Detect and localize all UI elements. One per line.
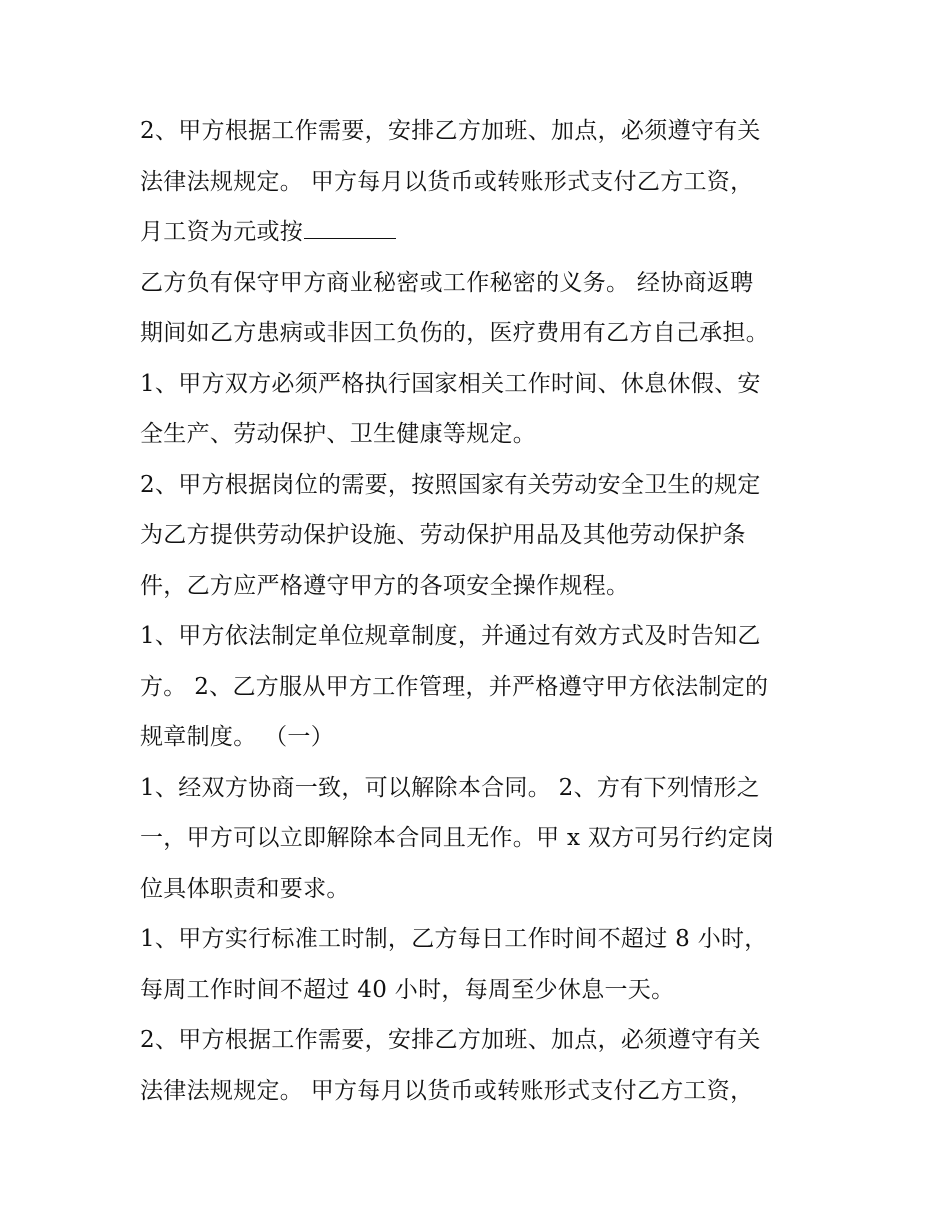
text-line: 规章制度。 （一） bbox=[140, 724, 335, 750]
text-line: 乙方负有保守甲方商业秘密或工作秘密的义务。 经协商返聘 bbox=[140, 269, 754, 296]
text-line: 期间如乙方患病或非因工负伤的，医疗费用有乙方自己承担。 bbox=[140, 320, 770, 346]
text-line: 法律法规规定。 甲方每月以货币或转账形式支付乙方工资， bbox=[140, 1077, 754, 1104]
text-line: 2、甲方根据岗位的需要，按照国家有关劳动安全卫生的规定 bbox=[140, 471, 761, 498]
text-line: 每周工作时间不超过 40 小时，每周至少休息一天。 bbox=[140, 976, 675, 1003]
text-line: 一，甲方可以立即解除本合同且无作。甲 x 双方可另行约定岗 bbox=[140, 825, 775, 851]
text-line: 件，乙方应严格遵守甲方的各项安全操作规程。 bbox=[140, 572, 630, 599]
text-line: 1、甲方实行标准工时制，乙方每日工作时间不超过 8 小时， bbox=[140, 926, 768, 952]
text-line: 法律法规规定。 甲方每月以货币或转账形式支付乙方工资， bbox=[140, 168, 754, 195]
document-body bbox=[140, 106, 820, 1116]
text-line: 位具体职责和要求。 bbox=[140, 875, 350, 902]
text-line: 2、甲方根据工作需要，安排乙方加班、加点，必须遵守有关 bbox=[140, 1027, 761, 1053]
text-line: 1、经双方协商一致，可以解除本合同。 2、方有下列情形之 bbox=[140, 774, 760, 801]
text-line-with-blank bbox=[140, 207, 820, 258]
text-line: 1、甲方双方必须严格执行国家相关工作时间、休息休假、安 bbox=[140, 370, 761, 397]
text-line-content: 月工资为元或按 bbox=[140, 219, 304, 245]
fill-in-blank bbox=[304, 214, 396, 239]
text-line: 全生产、劳动保护、卫生健康等规定。 bbox=[140, 421, 537, 447]
text-line: 1、甲方依法制定单位规章制度，并通过有效方式及时告知乙 bbox=[140, 623, 761, 649]
text-line: 方。 2、乙方服从甲方工作管理，并严格遵守甲方依法制定的 bbox=[140, 673, 769, 700]
text-line: 2、甲方根据工作需要，安排乙方加班、加点，必须遵守有关 bbox=[140, 118, 761, 144]
text-line: 为乙方提供劳动保护设施、劳动保护用品及其他劳动保护条 bbox=[140, 522, 746, 548]
